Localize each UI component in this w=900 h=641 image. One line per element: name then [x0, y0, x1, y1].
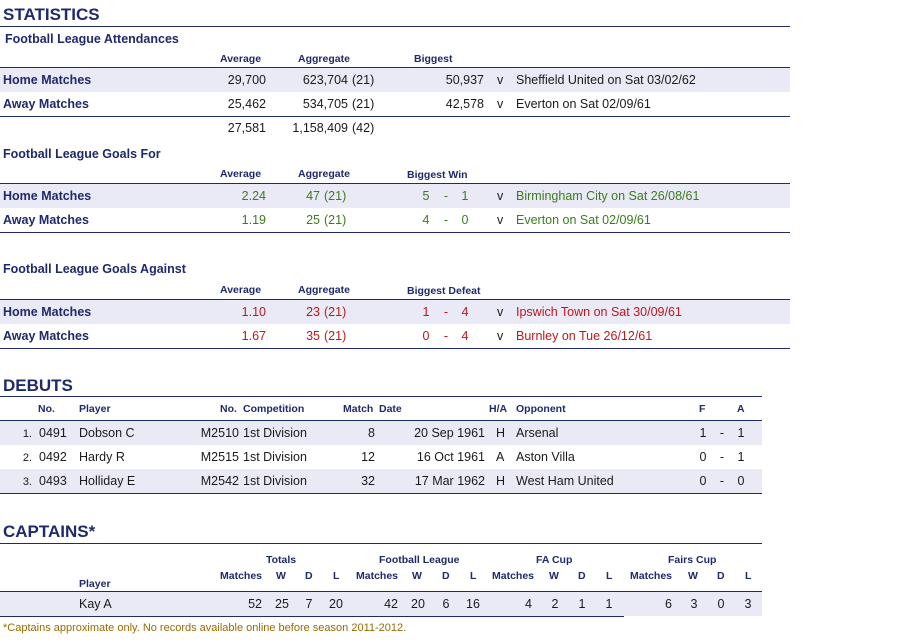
captains-footnote: *Captains approximate only. No records available online before season 2011-2012.	[3, 622, 407, 634]
att-home-v: v	[497, 73, 504, 87]
att-away-v: v	[497, 97, 504, 111]
debut-row-match: 12	[361, 450, 375, 464]
captains-bottom-rule	[0, 616, 624, 617]
captain-facup-w: 2	[551, 597, 559, 611]
debuts-col-date: Date	[379, 403, 402, 415]
att-away-average: 25,462	[227, 97, 266, 111]
debut-row-date: 16 Oct 1961	[416, 450, 485, 464]
ga-away-f: 0	[422, 329, 430, 343]
cap-fairs-d: D	[717, 570, 725, 582]
debut-row-competition: 1st Division	[243, 450, 307, 464]
att-total-average: 27,581	[227, 121, 266, 135]
debut-row-opponent: Aston Villa	[516, 450, 575, 464]
cap-league-d: D	[442, 570, 450, 582]
att-away-games: (21)	[352, 97, 375, 111]
ga-home-games: (21)	[324, 305, 347, 319]
debut-row-index: 2.	[22, 452, 32, 464]
debuts-col-match: Match	[343, 403, 374, 415]
ga-away-aggregate: 35	[306, 329, 320, 343]
gf-away-f: 4	[422, 213, 430, 227]
att-col-biggest: Biggest	[414, 53, 453, 65]
captain-league-l: 16	[466, 597, 480, 611]
debut-row-match-no: M2542	[200, 474, 239, 488]
gf-away-label: Away Matches	[3, 213, 89, 227]
captain-league-w: 20	[411, 597, 425, 611]
cap-group-facup: FA Cup	[536, 554, 573, 566]
att-home-average: 29,700	[227, 73, 266, 87]
ga-home-aggregate: 23	[306, 305, 320, 319]
att-home-label: Home Matches	[3, 73, 92, 87]
ga-away-dash: -	[443, 329, 449, 343]
gf-home-a: 1	[461, 189, 469, 203]
debut-row-player: Hardy R	[79, 450, 125, 464]
ga-away-label: Away Matches	[3, 329, 89, 343]
cap-league-l: L	[470, 570, 477, 582]
debut-row-no: 0493	[39, 474, 67, 488]
captain-fairs-l: 3	[744, 597, 752, 611]
debut-row-date: 17 Mar 1962	[414, 474, 485, 488]
debut-row-opponent: Arsenal	[516, 426, 559, 440]
cap-group-totals: Totals	[266, 554, 297, 566]
captain-totals-l: 20	[329, 597, 343, 611]
attendances-heading: Football League Attendances	[5, 32, 179, 46]
ga-home-v: v	[497, 305, 504, 319]
captain-fairs-d: 0	[717, 597, 725, 611]
att-home-biggest: 50,937	[445, 73, 484, 87]
debut-row-ha: H	[496, 474, 506, 488]
debut-row-no: 0491	[39, 426, 67, 440]
debut-row-dash: -	[719, 450, 725, 464]
cap-league-w: W	[412, 570, 422, 582]
gf-col-aggregate: Aggregate	[298, 168, 350, 180]
debuts-col-mno: No.	[220, 403, 237, 415]
cap-facup-w: W	[549, 570, 559, 582]
captains-heading: CAPTAINS*	[3, 522, 96, 541]
ga-col-aggregate: Aggregate	[298, 284, 350, 296]
att-total-rule	[0, 116, 790, 117]
debut-row-ha: H	[496, 426, 506, 440]
ga-away-v: v	[497, 329, 504, 343]
att-home-aggregate: 623,704	[302, 73, 348, 87]
debuts-col-competition: Competition	[243, 403, 305, 415]
gf-col-average: Average	[220, 168, 262, 180]
ga-col-biggest: Biggest Defeat	[407, 285, 481, 297]
debuts-heading: DEBUTS	[3, 376, 73, 395]
captain-league-matches: 42	[384, 597, 398, 611]
gf-away-v: v	[497, 213, 504, 227]
ga-home-label: Home Matches	[3, 305, 92, 319]
debuts-col-player: Player	[79, 403, 111, 415]
debuts-col-f: F	[699, 403, 706, 415]
cap-totals-d: D	[305, 570, 313, 582]
debut-row-index: 1.	[22, 428, 32, 440]
gf-bottom-rule	[0, 232, 790, 233]
gf-col-biggest: Biggest Win	[407, 169, 468, 181]
att-home-detail: Sheffield United on Sat 03/02/62	[516, 73, 696, 87]
debuts-col-ha: H/A	[489, 403, 508, 415]
gf-away-games: (21)	[324, 213, 347, 227]
captain-totals-w: 25	[275, 597, 289, 611]
debuts-bottom-rule	[0, 493, 762, 494]
gf-home-games: (21)	[324, 189, 347, 203]
gf-home-average: 2.24	[241, 189, 266, 203]
cap-group-fairs: Fairs Cup	[668, 554, 717, 566]
att-col-aggregate: Aggregate	[298, 53, 350, 65]
debut-row-dash: -	[719, 426, 725, 440]
captain-fairs-matches: 6	[665, 597, 672, 611]
ga-away-a: 4	[461, 329, 469, 343]
gf-home-f: 5	[422, 189, 430, 203]
ga-home-a: 4	[461, 305, 469, 319]
att-away-label: Away Matches	[3, 97, 89, 111]
debut-row-a: 1	[737, 450, 745, 464]
ga-away-detail: Burnley on Tue 26/12/61	[516, 329, 653, 343]
ga-home-average: 1.10	[241, 305, 266, 319]
debut-row-opponent: West Ham United	[516, 474, 614, 488]
gf-away-detail: Everton on Sat 02/09/61	[516, 213, 651, 227]
ga-away-games: (21)	[324, 329, 347, 343]
gf-away-average: 1.19	[241, 213, 266, 227]
captains-title-rule	[0, 543, 762, 544]
debut-row-ha: A	[496, 450, 505, 464]
goals-against-heading: Football League Goals Against	[3, 262, 186, 276]
captain-totals-matches: 52	[248, 597, 262, 611]
captain-facup-d: 1	[578, 597, 586, 611]
cap-league-matches: Matches	[356, 570, 399, 582]
goals-for-heading: Football League Goals For	[3, 147, 161, 161]
cap-totals-l: L	[333, 570, 340, 582]
ga-col-average: Average	[220, 284, 262, 296]
att-away-biggest: 42,578	[445, 97, 484, 111]
ga-home-f: 1	[422, 305, 430, 319]
gf-away-a: 0	[461, 213, 469, 227]
ga-away-average: 1.67	[241, 329, 266, 343]
debut-row-date: 20 Sep 1961	[414, 426, 485, 440]
debuts-col-no: No.	[38, 403, 55, 415]
att-away-aggregate: 534,705	[302, 97, 348, 111]
debut-row-a: 0	[737, 474, 745, 488]
debut-row-match-no: M2515	[200, 450, 239, 464]
ga-bottom-rule	[0, 348, 790, 349]
gf-home-aggregate: 47	[306, 189, 320, 203]
cap-totals-matches: Matches	[220, 570, 263, 582]
debut-row-f: 0	[699, 474, 707, 488]
debut-row-no: 0492	[39, 450, 67, 464]
att-total-games: (42)	[352, 121, 375, 135]
debut-row-match: 8	[368, 426, 375, 440]
debut-row-match-no: M2510	[200, 426, 239, 440]
page-title: STATISTICS	[3, 5, 100, 24]
captain-facup-l: 1	[605, 597, 613, 611]
debut-row-f: 0	[699, 450, 707, 464]
gf-home-label: Home Matches	[3, 189, 92, 203]
gf-home-v: v	[497, 189, 504, 203]
debut-row-player: Holliday E	[79, 474, 136, 488]
debut-row-f: 1	[699, 426, 707, 440]
cap-fairs-l: L	[745, 570, 752, 582]
cap-group-league: Football League	[379, 554, 460, 566]
cap-totals-w: W	[276, 570, 286, 582]
captain-league-d: 6	[442, 597, 450, 611]
cap-facup-matches: Matches	[492, 570, 535, 582]
debuts-title-rule	[0, 396, 762, 397]
gf-home-detail: Birmingham City on Sat 26/08/61	[516, 189, 700, 203]
att-home-games: (21)	[352, 73, 375, 87]
gf-home-dash: -	[443, 189, 449, 203]
att-col-average: Average	[220, 53, 262, 65]
captain-player: Kay A	[79, 597, 112, 611]
title-rule	[0, 26, 790, 27]
cap-facup-l: L	[606, 570, 613, 582]
debut-row-player: Dobson C	[79, 426, 135, 440]
cap-facup-d: D	[578, 570, 586, 582]
debuts-col-a: A	[737, 403, 745, 415]
debut-row-dash: -	[719, 474, 725, 488]
debut-row-competition: 1st Division	[243, 474, 307, 488]
att-away-detail: Everton on Sat 02/09/61	[516, 97, 651, 111]
captain-totals-d: 7	[305, 597, 313, 611]
gf-away-dash: -	[443, 213, 449, 227]
cap-col-player: Player	[79, 578, 111, 590]
gf-away-aggregate: 25	[306, 213, 320, 227]
debut-row-index: 3.	[22, 476, 32, 488]
debut-row-match: 32	[361, 474, 375, 488]
ga-home-detail: Ipswich Town on Sat 30/09/61	[516, 305, 682, 319]
att-total-aggregate: 1,158,409	[292, 121, 348, 135]
captain-facup-matches: 4	[525, 597, 532, 611]
cap-fairs-w: W	[688, 570, 698, 582]
debuts-col-opponent: Opponent	[516, 403, 566, 415]
captain-fairs-w: 3	[690, 597, 698, 611]
debut-row-a: 1	[737, 426, 745, 440]
debut-row-competition: 1st Division	[243, 426, 307, 440]
cap-fairs-matches: Matches	[630, 570, 673, 582]
ga-home-dash: -	[443, 305, 449, 319]
